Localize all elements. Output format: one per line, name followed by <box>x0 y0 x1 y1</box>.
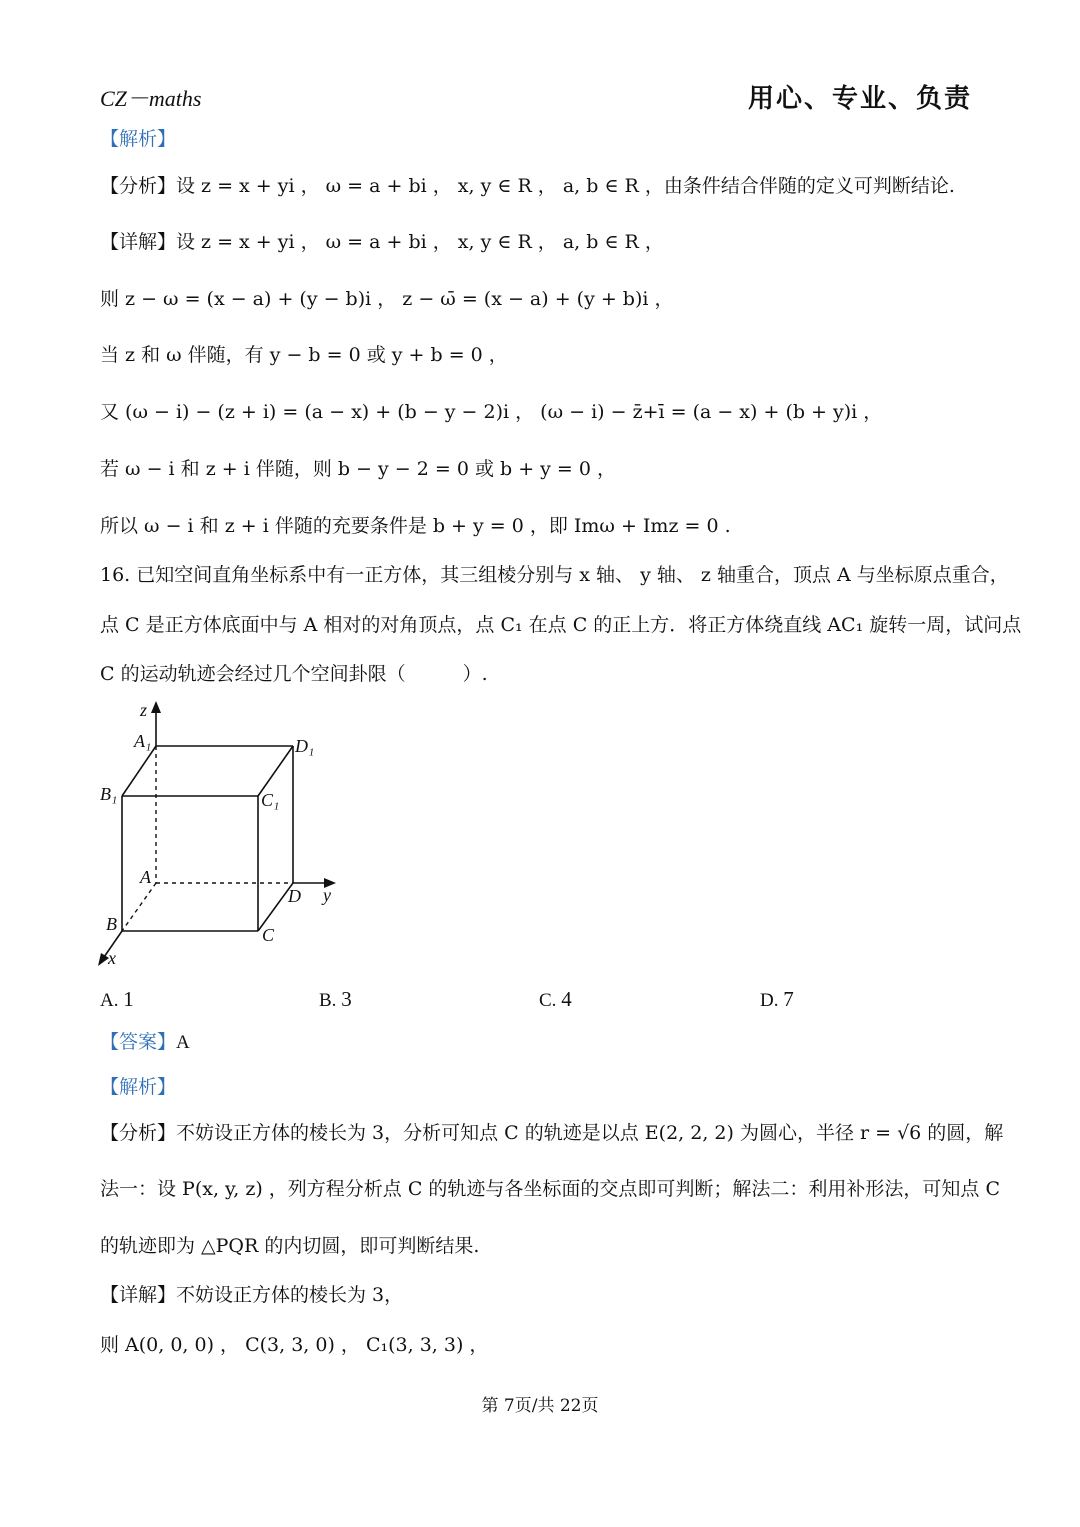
page-footer: 第 7页/共 22页 <box>481 1396 599 1416</box>
q16-stem-line-2: 点 C 是正方体底面中与 A 相对的对角顶点，点 C₁ 在点 C 的正上方．将正方体绕直线 AC₁ 旋转一周，试问点 <box>100 614 1022 636</box>
q16-detail-line-2: 则 A(0, 0, 0) ， C(3, 3, 0) ， C₁(3, 3, 3) ， <box>100 1334 489 1356</box>
analysis-tag: 【解析】 <box>100 128 177 150</box>
derivation-line-2: 当 z 和 ω 伴随，有 y − b = 0 或 y + b = 0 ， <box>100 344 508 366</box>
q16-analysis-line-3: 的轨迹即为 △PQR 的内切圆，即可判断结果. <box>100 1235 480 1257</box>
label-z: z <box>140 700 148 720</box>
label-d1: D₁ <box>295 736 315 756</box>
label-b: B <box>106 914 117 934</box>
answer-value: A <box>176 1032 190 1053</box>
q16-stem-line-1: 16. 已知空间直角坐标系中有一正方体，其三组棱分别与 x 轴、 y 轴、 z 轴重合，顶点 A 与坐标原点重合， <box>100 564 1009 586</box>
label-d: D <box>288 886 301 906</box>
q16-analysis-line-1: 【分析】不妨设正方体的棱长为 3，分析可知点 C 的轨迹是以点 E(2, 2, 2) 为圆心，半径 r = √6 的圆，解 <box>100 1122 1004 1144</box>
cube-figure <box>90 698 350 973</box>
derivation-line-5: 所以 ω − i 和 z + i 伴随的充要条件是 b + y = 0 ，即 Imω + Imz = 0 . <box>100 515 731 537</box>
q16-stem-line-3: C 的运动轨迹会经过几个空间卦限（ ）. <box>100 663 488 685</box>
label-a: A <box>140 867 151 887</box>
option-d[interactable]: D. 7 <box>760 987 794 1011</box>
label-c: C <box>262 925 275 945</box>
label-b1: B₁ <box>100 784 118 804</box>
derivation-line-4: 若 ω − i 和 z + i 伴随，则 b − y − 2 = 0 或 b + y = 0 ， <box>100 458 617 480</box>
answer-tag: 【答案】 <box>100 1031 177 1053</box>
q16-detail-line-1: 【详解】不妨设正方体的棱长为 3， <box>100 1284 404 1306</box>
edge-ab-hidden <box>122 883 156 931</box>
edge-b1a1 <box>122 746 156 796</box>
header-right: 用心、专业、负责 <box>748 84 973 114</box>
option-c[interactable]: C. 4 <box>539 987 572 1011</box>
detail-text: 【详解】设 z = x + yi ， ω = a + bi ， x, y ∈ R ， a, b ∈ R ， <box>100 231 664 253</box>
derivation-line-3: 又 (ω − i) − (z + i) = (a − x) + (b − y − 2)i ， (ω − i) − z̄+ī = (a − x) + (b + y)i ， <box>100 401 883 423</box>
q16-analysis-line-2: 法一：设 P(x, y, z) ，列方程分析点 C 的轨迹与各坐标面的交点即可判断；解法二：利用补形法，可知点 C <box>100 1178 1000 1200</box>
label-y: y <box>323 885 331 905</box>
derivation-line-1: 则 z − ω = (x − a) + (y − b)i ， z − ω̄ = (x − a) + (y + b)i ， <box>100 288 674 310</box>
analysis-text: 【分析】设 z = x + yi ， ω = a + bi ， x, y ∈ R ， a, b ∈ R ，由条件结合伴随的定义可判断结论. <box>100 175 955 197</box>
header-left: CZ－maths <box>100 86 202 111</box>
z-arrowhead <box>151 701 161 713</box>
label-c1: C₁ <box>261 790 280 810</box>
option-b[interactable]: B. 3 <box>319 987 352 1011</box>
option-a[interactable]: A. 1 <box>100 987 134 1011</box>
edge-c1d1 <box>258 746 293 796</box>
q16-analysis-tag: 【解析】 <box>100 1076 177 1098</box>
label-x: x <box>108 948 116 968</box>
answer-row <box>100 1028 190 1057</box>
label-a1: A₁ <box>134 731 152 751</box>
